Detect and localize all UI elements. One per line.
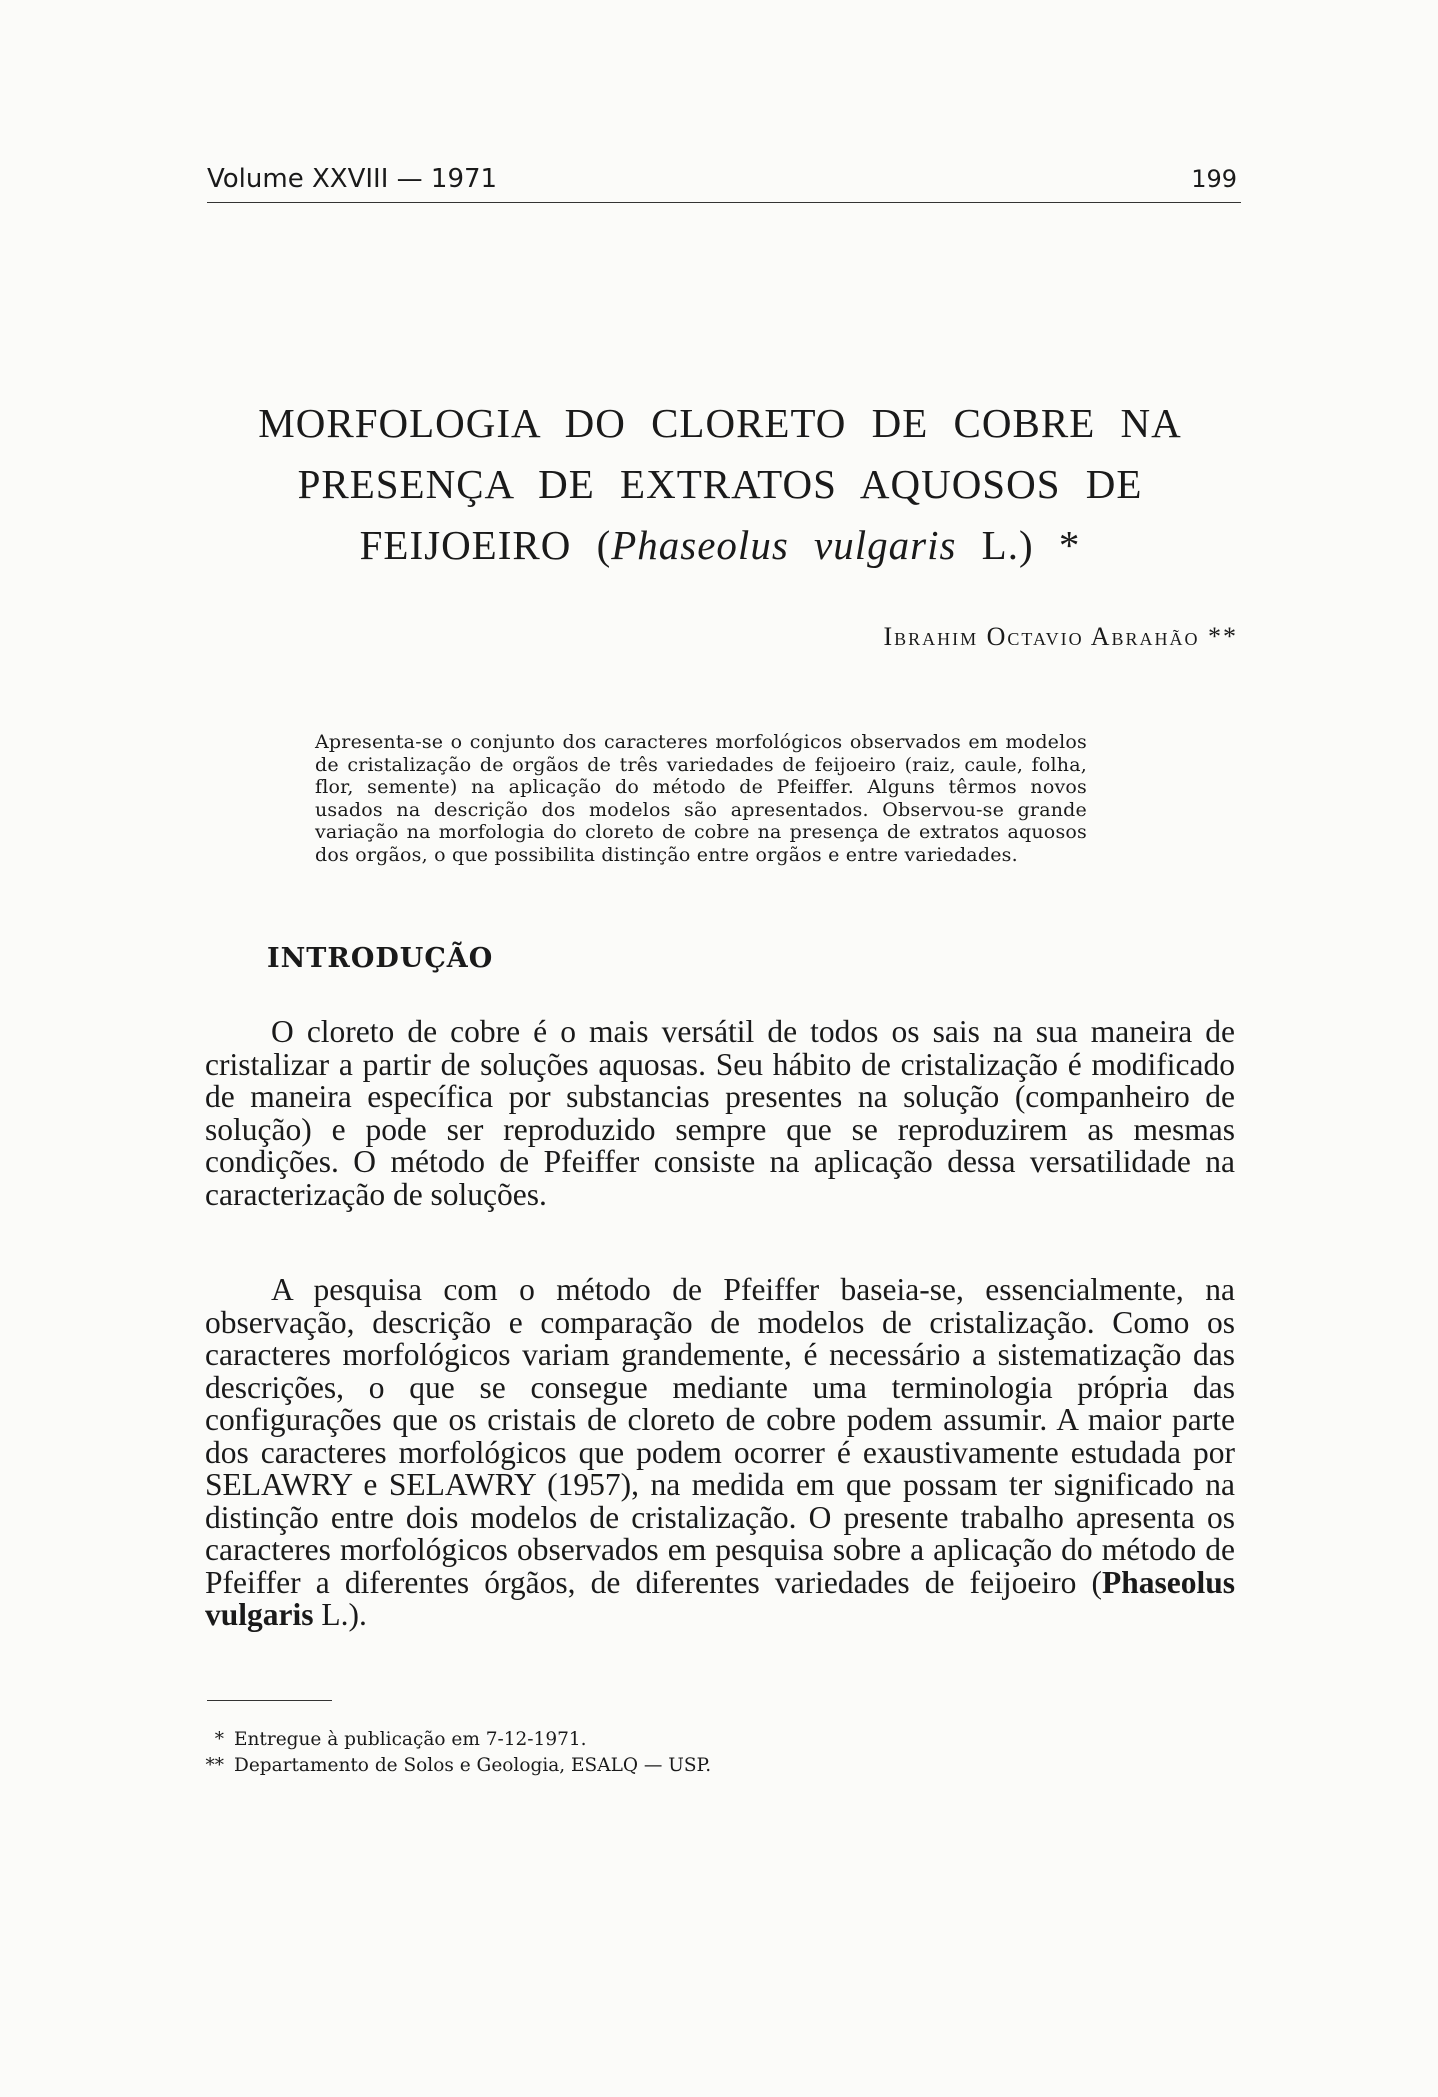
- title-line-1: MORFOLOGIA DO CLORETO DE COBRE NA: [258, 400, 1182, 446]
- title-line-2: PRESENÇA DE EXTRATOS AQUOSOS DE: [297, 461, 1143, 507]
- section-heading-introduction: INTRODUÇÃO: [267, 943, 494, 974]
- abstract: Apresenta-se o conjunto dos caracteres morfológicos observados em modelos de cristalização de orgãos de três variedades de feijoeiro (raiz, caule, folha, flor, semente) na aplicação do método de Pfeiffer. Alguns têrmos novos usados na descrição dos modelos são apresentados. Observou-se grande variação na morfologia do cloreto de cobre na presença de extratos aquosos dos orgãos, o que possibilita distinção entre orgãos e entre variedades.: [315, 731, 1087, 866]
- intro-paragraph-2-body: A pesquisa com o método de Pfeiffer baseia-se, essencialmente, na observação, descrição e comparação de modelos de cristalização. Como os caracteres morfológicos variam grandemente, é necessário a sistematização das descrições, o que se consegue mediante uma terminologia própria das configurações que os cristais de cloreto de cobre podem assumir. A maior parte dos caracteres morfológicos que podem ocorrer é exaustivamente estudada por SELAWRY e SELAWRY (1957), na medida em que possam ter significado na distinção entre dois modelos de cristalização. O presente trabalho apresenta os caracteres morfológicos observados em pesquisa sobre a aplicação do método de Pfeiffer a diferentes órgãos, de diferentes variedades de feijoeiro (: [205, 1272, 1235, 1600]
- volume-label: Volume XXVIII — 1971: [207, 164, 498, 194]
- intro-paragraph-2: [205, 1274, 1235, 1632]
- intro-paragraph-1: O cloreto de cobre é o mais versátil de todos os sais na sua maneira de cristalizar a partir de soluções aquosas. Seu hábito de cristalização é modificado de maneira específica por substancias presentes na solução (companheiro de solução) e pode ser reproduzido sempre que se reproduzirem as mesmas condições. O método de Pfeiffer consiste na aplicação dessa versatilidade na caracterização de soluções.: [205, 1014, 1235, 1212]
- footnote-1-text: Entregue à publicação em 7-12-1971.: [234, 1729, 587, 1750]
- footnote-1: [201, 1727, 901, 1753]
- footnote-2: [201, 1753, 901, 1779]
- title-line-3-suffix: L.) *: [956, 522, 1081, 568]
- article-title: [200, 393, 1240, 576]
- page-number: 199: [1191, 165, 1237, 193]
- header-rule: [207, 202, 1241, 203]
- running-header: [207, 164, 1239, 194]
- intro-paragraph-2-species: Phaseolus vulgaris: [205, 1564, 1235, 1632]
- footnote-rule: [207, 1700, 332, 1701]
- intro-paragraph-2-end: L.).: [313, 1597, 367, 1632]
- title-line-3: [200, 515, 1240, 576]
- footnotes: [201, 1727, 901, 1779]
- title-species: Phaseolus vulgaris: [611, 522, 957, 568]
- title-line-3-prefix: FEIJOEIRO (: [359, 522, 612, 568]
- footnote-1-mark: *: [214, 1729, 224, 1750]
- author-name: Ibrahim Octavio Abrahão **: [883, 622, 1238, 651]
- footnote-2-mark: **: [205, 1755, 224, 1776]
- footnote-2-text: Departamento de Solos e Geologia, ESALQ — USP.: [234, 1755, 712, 1776]
